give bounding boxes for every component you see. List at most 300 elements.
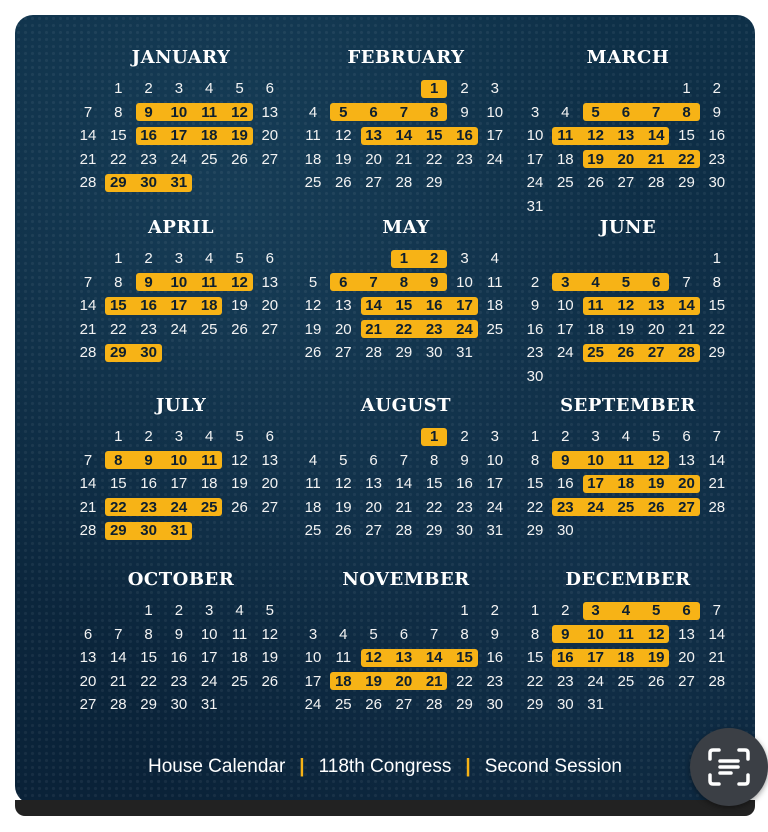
- day-cell: 30: [486, 696, 504, 713]
- month-days: [73, 425, 289, 575]
- day-cell: 25: [334, 696, 352, 713]
- day-cell: 22: [425, 150, 443, 168]
- day-cell: 2: [561, 428, 570, 445]
- text-scan-button[interactable]: [690, 728, 768, 806]
- day-cell: 12: [647, 625, 665, 643]
- day-cell: 26: [365, 696, 382, 713]
- day-cell: 7: [399, 103, 409, 121]
- month-january: [73, 45, 289, 227]
- day-cell: 3: [308, 625, 318, 643]
- day-cell: 29: [526, 522, 544, 539]
- day-cell: 12: [334, 475, 352, 492]
- day-cell: 1: [530, 602, 540, 619]
- day-cell: 27: [647, 344, 665, 361]
- day-cell: 25: [587, 344, 604, 361]
- day-cell: 13: [79, 649, 97, 666]
- month-days: [298, 599, 514, 749]
- day-cell: 20: [365, 498, 382, 516]
- day-cell: 16: [456, 127, 473, 144]
- month-title: SEPTEMBER: [560, 395, 696, 416]
- day-cell: 29: [526, 696, 544, 713]
- month-april: [73, 215, 289, 397]
- day-cell: 7: [712, 428, 721, 445]
- day-cell: 24: [486, 498, 504, 516]
- day-cell: 30: [140, 174, 157, 191]
- day-cell: 1: [399, 250, 409, 267]
- day-cell: 31: [486, 522, 504, 539]
- month-title: JUNE: [599, 217, 657, 238]
- day-cell: 2: [712, 80, 721, 97]
- day-cell: 29: [109, 344, 127, 361]
- day-cell: 2: [144, 428, 153, 445]
- day-cell: 24: [200, 672, 218, 690]
- day-cell: 15: [425, 127, 443, 144]
- day-cell: 6: [265, 80, 274, 97]
- day-cell: 25: [617, 672, 635, 690]
- day-cell: 10: [486, 103, 504, 121]
- day-cell: 1: [712, 250, 721, 267]
- day-cell: 14: [395, 127, 413, 144]
- day-cell: 11: [231, 625, 248, 643]
- day-cell: 20: [678, 649, 695, 666]
- day-cell: 27: [365, 522, 382, 539]
- day-cell: 8: [399, 273, 409, 291]
- day-cell: 20: [647, 320, 665, 338]
- day-cell: 6: [652, 273, 661, 291]
- day-cell: 6: [621, 103, 631, 121]
- day-cell: 13: [365, 127, 382, 144]
- day-cell: 14: [395, 475, 413, 492]
- day-cell: 29: [456, 696, 473, 713]
- day-cell: 8: [682, 103, 691, 121]
- month-october: [73, 567, 289, 749]
- day-cell: 31: [170, 174, 188, 191]
- day-cell: 5: [235, 80, 244, 97]
- day-cell: 7: [369, 273, 378, 291]
- day-cell: 2: [490, 602, 499, 619]
- day-cell: 16: [456, 475, 473, 492]
- day-cell: 21: [109, 672, 127, 690]
- day-cell: 26: [617, 344, 635, 361]
- day-cell: 2: [561, 602, 570, 619]
- day-cell: 31: [200, 696, 218, 713]
- day-cell: 4: [205, 428, 214, 445]
- day-cell: 19: [647, 649, 665, 666]
- day-cell: 13: [261, 273, 279, 291]
- day-cell: 20: [617, 150, 635, 168]
- day-cell: 29: [109, 174, 127, 191]
- month-title: MARCH: [586, 47, 670, 68]
- day-cell: 2: [174, 602, 184, 619]
- day-cell: 18: [556, 150, 574, 168]
- month-days: [298, 247, 514, 397]
- day-cell: 14: [647, 127, 665, 144]
- day-cell: 22: [708, 320, 726, 338]
- day-cell: 18: [200, 297, 218, 314]
- day-cell: 23: [708, 150, 726, 168]
- day-cell: 25: [200, 320, 218, 338]
- day-cell: 2: [530, 273, 540, 291]
- day-cell: 20: [261, 127, 279, 144]
- day-cell: 30: [140, 344, 157, 361]
- month-days: [73, 599, 289, 749]
- day-cell: 24: [456, 320, 473, 338]
- day-cell: 23: [556, 672, 574, 690]
- month-title: JULY: [155, 395, 207, 416]
- day-cell: 28: [365, 344, 382, 361]
- day-cell: 19: [587, 150, 604, 168]
- month-days: [298, 77, 514, 227]
- day-cell: 1: [114, 80, 123, 97]
- footer-separator: |: [465, 756, 471, 777]
- day-cell: 27: [395, 696, 413, 713]
- day-cell: 16: [486, 649, 504, 666]
- day-cell: 30: [556, 696, 574, 713]
- day-cell: 10: [170, 103, 188, 121]
- day-cell: 28: [109, 696, 127, 713]
- day-cell: 10: [486, 451, 504, 469]
- day-cell: 16: [556, 475, 574, 492]
- day-cell: 23: [486, 672, 504, 690]
- day-cell: 19: [231, 475, 248, 492]
- day-cell: 6: [265, 250, 274, 267]
- day-cell: 23: [425, 320, 443, 338]
- day-cell: 26: [334, 174, 352, 191]
- day-cell: 24: [587, 672, 604, 690]
- day-cell: 4: [308, 103, 318, 121]
- day-cell: 6: [682, 428, 691, 445]
- day-cell: 10: [200, 625, 218, 643]
- day-cell: 29: [708, 344, 726, 361]
- day-cell: 31: [526, 197, 544, 215]
- day-cell: 25: [200, 150, 218, 168]
- day-cell: 22: [109, 498, 127, 516]
- day-cell: 16: [708, 127, 726, 144]
- day-cell: 31: [587, 696, 604, 713]
- day-cell: 30: [170, 696, 188, 713]
- day-cell: 6: [682, 602, 691, 619]
- day-cell: 26: [231, 320, 248, 338]
- footer-congress: 118th Congress: [318, 756, 452, 777]
- day-cell: 26: [587, 174, 604, 191]
- day-cell: 16: [140, 297, 157, 314]
- day-cell: 4: [621, 428, 631, 445]
- day-cell: 1: [430, 80, 439, 97]
- day-cell: 5: [591, 103, 600, 121]
- day-cell: 2: [430, 250, 439, 267]
- day-cell: 6: [83, 625, 93, 643]
- day-cell: 11: [305, 127, 321, 144]
- day-cell: 15: [526, 475, 544, 492]
- day-cell: 28: [79, 344, 97, 361]
- text-scan-icon: [707, 747, 751, 787]
- day-cell: 21: [425, 672, 443, 690]
- day-cell: 17: [526, 150, 544, 168]
- day-cell: 3: [174, 428, 184, 445]
- day-cell: 24: [587, 498, 604, 516]
- day-cell: 28: [708, 672, 726, 690]
- day-cell: 15: [109, 297, 127, 314]
- day-cell: 6: [369, 103, 378, 121]
- day-cell: 11: [201, 103, 218, 121]
- day-cell: 14: [708, 625, 726, 643]
- day-cell: 24: [170, 320, 188, 338]
- day-cell: 2: [144, 250, 153, 267]
- day-cell: 29: [395, 344, 413, 361]
- day-cell: 26: [647, 498, 665, 516]
- month-title: FEBRUARY: [347, 47, 465, 68]
- day-cell: 18: [587, 320, 604, 338]
- day-cell: 24: [304, 696, 322, 713]
- day-cell: 26: [231, 498, 248, 516]
- day-cell: 18: [304, 498, 322, 516]
- month-august: [298, 393, 514, 575]
- day-cell: 7: [83, 273, 93, 291]
- day-cell: 15: [678, 127, 695, 144]
- day-cell: 4: [308, 451, 318, 469]
- day-cell: 21: [79, 498, 97, 516]
- day-cell: 1: [114, 428, 123, 445]
- card-bottom-edge: [15, 800, 755, 816]
- day-cell: 19: [365, 672, 382, 690]
- day-cell: 9: [460, 451, 469, 469]
- day-cell: 6: [339, 273, 348, 291]
- day-cell: 29: [425, 522, 443, 539]
- month-days: [520, 77, 736, 227]
- day-cell: 17: [170, 127, 188, 144]
- day-cell: 29: [678, 174, 695, 191]
- day-cell: 22: [109, 320, 127, 338]
- day-cell: 2: [460, 428, 469, 445]
- day-cell: 27: [678, 498, 695, 516]
- month-may: [298, 215, 514, 397]
- month-title: MAY: [382, 217, 430, 238]
- day-cell: 28: [395, 522, 413, 539]
- day-cell: 12: [617, 297, 635, 314]
- day-cell: 22: [526, 498, 544, 516]
- day-cell: 9: [144, 273, 153, 291]
- day-cell: 22: [140, 672, 157, 690]
- day-cell: 11: [557, 127, 574, 144]
- day-cell: 30: [556, 522, 574, 539]
- day-cell: 15: [140, 649, 157, 666]
- day-cell: 8: [430, 451, 439, 469]
- day-cell: 28: [678, 344, 695, 361]
- day-cell: 25: [556, 174, 574, 191]
- day-cell: 12: [647, 451, 665, 469]
- month-july: [73, 393, 289, 575]
- day-cell: 1: [430, 428, 439, 445]
- day-cell: 20: [261, 297, 279, 314]
- day-cell: 8: [712, 273, 721, 291]
- day-cell: 5: [652, 428, 661, 445]
- day-cell: 28: [395, 174, 413, 191]
- day-cell: 25: [617, 498, 635, 516]
- day-cell: 7: [83, 103, 93, 121]
- day-cell: 7: [114, 625, 123, 643]
- day-cell: 11: [201, 273, 218, 291]
- day-cell: 10: [587, 451, 604, 469]
- day-cell: 27: [261, 320, 279, 338]
- day-cell: 11: [201, 451, 218, 469]
- day-cell: 17: [587, 649, 604, 666]
- day-cell: 17: [304, 672, 322, 690]
- day-cell: 7: [399, 451, 409, 469]
- day-cell: 3: [591, 602, 600, 619]
- day-cell: 21: [79, 150, 97, 168]
- day-cell: 1: [530, 428, 540, 445]
- day-cell: 25: [486, 320, 504, 338]
- month-days: [73, 77, 289, 227]
- day-cell: 17: [587, 475, 604, 492]
- day-cell: 17: [486, 127, 504, 144]
- day-cell: 9: [174, 625, 184, 643]
- day-cell: 3: [490, 428, 499, 445]
- day-cell: 12: [334, 127, 352, 144]
- day-cell: 16: [425, 297, 443, 314]
- month-march: [520, 45, 736, 227]
- day-cell: 7: [83, 451, 93, 469]
- day-cell: 8: [430, 103, 439, 121]
- day-cell: 21: [395, 150, 413, 168]
- day-cell: 29: [140, 696, 157, 713]
- day-cell: 28: [425, 696, 443, 713]
- day-cell: 31: [170, 522, 188, 539]
- day-cell: 28: [79, 174, 97, 191]
- day-cell: 8: [144, 625, 153, 643]
- day-cell: 18: [200, 127, 218, 144]
- day-cell: 30: [140, 522, 157, 539]
- day-cell: 18: [334, 672, 352, 690]
- month-days: [520, 247, 736, 397]
- day-cell: 14: [79, 297, 97, 314]
- day-cell: 20: [365, 150, 382, 168]
- day-cell: 27: [261, 150, 279, 168]
- day-cell: 20: [678, 475, 695, 492]
- day-cell: 20: [79, 672, 97, 690]
- day-cell: 10: [526, 127, 544, 144]
- day-cell: 22: [456, 672, 473, 690]
- day-cell: 14: [79, 475, 97, 492]
- day-cell: 19: [231, 127, 248, 144]
- day-cell: 9: [530, 297, 540, 314]
- month-september: [520, 393, 736, 575]
- day-cell: 8: [460, 625, 469, 643]
- day-cell: 13: [334, 297, 352, 314]
- day-cell: 9: [430, 273, 439, 291]
- day-cell: 26: [231, 150, 248, 168]
- day-cell: 10: [170, 451, 188, 469]
- day-cell: 18: [200, 475, 218, 492]
- day-cell: 4: [561, 103, 570, 121]
- day-cell: 17: [170, 297, 188, 314]
- day-cell: 12: [261, 625, 279, 643]
- day-cell: 16: [170, 649, 188, 666]
- day-cell: 9: [144, 451, 153, 469]
- day-cell: 27: [617, 174, 635, 191]
- day-cell: 12: [587, 127, 604, 144]
- day-cell: 29: [425, 174, 443, 191]
- day-cell: 15: [526, 649, 544, 666]
- month-title: DECEMBER: [565, 569, 691, 590]
- day-cell: 27: [365, 174, 382, 191]
- day-cell: 31: [456, 344, 473, 361]
- day-cell: 17: [486, 475, 504, 492]
- day-cell: 21: [79, 320, 97, 338]
- day-cell: 23: [140, 320, 157, 338]
- day-cell: 28: [647, 174, 665, 191]
- day-cell: 8: [530, 625, 540, 643]
- day-cell: 8: [114, 451, 123, 469]
- day-cell: 11: [617, 451, 634, 469]
- day-cell: 12: [304, 297, 322, 314]
- day-cell: 13: [678, 625, 695, 643]
- day-cell: 26: [334, 522, 352, 539]
- day-cell: 15: [109, 127, 127, 144]
- day-cell: 23: [170, 672, 188, 690]
- day-cell: 3: [174, 250, 184, 267]
- day-cell: 16: [556, 649, 574, 666]
- day-cell: 12: [365, 649, 382, 666]
- day-cell: 17: [556, 320, 574, 338]
- day-cell: 23: [526, 344, 544, 361]
- day-cell: 10: [456, 273, 473, 291]
- day-cell: 18: [304, 150, 322, 168]
- day-cell: 24: [526, 174, 544, 191]
- day-cell: 2: [144, 80, 153, 97]
- day-cell: 9: [712, 103, 721, 121]
- day-cell: 22: [425, 498, 443, 516]
- day-cell: 25: [304, 174, 322, 191]
- day-cell: 17: [200, 649, 218, 666]
- month-november: [298, 567, 514, 749]
- day-cell: 13: [261, 451, 279, 469]
- month-february: [298, 45, 514, 227]
- day-cell: 19: [617, 320, 635, 338]
- day-cell: 5: [652, 602, 661, 619]
- day-cell: 25: [304, 522, 322, 539]
- day-cell: 13: [261, 103, 279, 121]
- day-cell: 15: [425, 475, 443, 492]
- month-title: AUGUST: [360, 395, 452, 416]
- day-cell: 3: [205, 602, 214, 619]
- calendar-footer: [15, 752, 755, 782]
- day-cell: 14: [425, 649, 443, 666]
- day-cell: 26: [647, 672, 665, 690]
- day-cell: 18: [486, 297, 504, 314]
- day-cell: 11: [487, 273, 503, 291]
- day-cell: 14: [365, 297, 382, 314]
- day-cell: 19: [231, 297, 248, 314]
- day-cell: 21: [365, 320, 382, 338]
- day-cell: 21: [708, 475, 726, 492]
- month-days: [520, 599, 736, 749]
- day-cell: 19: [261, 649, 279, 666]
- day-cell: 26: [261, 672, 279, 690]
- month-title: APRIL: [147, 217, 215, 238]
- day-cell: 19: [647, 475, 665, 492]
- day-cell: 30: [425, 344, 443, 361]
- footer-house-calendar: House Calendar: [147, 756, 286, 777]
- day-cell: 11: [587, 297, 604, 314]
- day-cell: 17: [170, 475, 188, 492]
- day-cell: 29: [109, 522, 127, 539]
- day-cell: 22: [109, 150, 127, 168]
- day-cell: 10: [170, 273, 188, 291]
- day-cell: 4: [621, 602, 631, 619]
- day-cell: 6: [265, 428, 274, 445]
- day-cell: 7: [652, 103, 661, 121]
